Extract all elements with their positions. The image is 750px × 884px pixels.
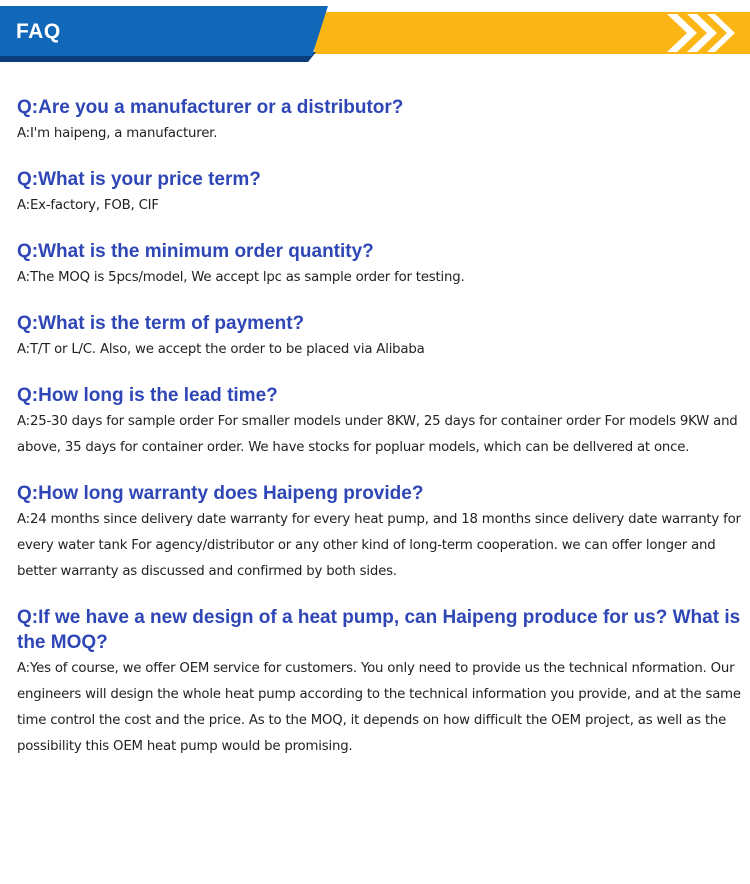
faq-item: [17, 605, 742, 760]
faq-answer: A:Ex-factory, FOB, CIF: [17, 198, 159, 213]
faq-question: Q:What is the term of payment?: [17, 313, 305, 334]
faq-item: [17, 239, 742, 291]
page-title: FAQ: [16, 20, 61, 43]
faq-question: Q:How long warranty does Haipeng provide?: [17, 483, 424, 504]
faq-item: [17, 383, 742, 461]
faq-header-banner: [0, 0, 750, 64]
faq-answer: A:The MOQ is 5pcs/model, We accept lpc as sample order for testing.: [17, 270, 465, 285]
faq-item: [17, 95, 742, 147]
faq-answer: A:24 months since delivery date warranty for every heat pump, and 18 months since delivery date warranty for every water tank For agency/distributor or any other kind of long-term cooperation. we can offer longer and better warranty as discussed and confirmed by both sides.: [17, 512, 741, 579]
faq-question: Q:If we have a new design of a heat pump, can Haipeng produce for us? What is the MOQ?: [17, 607, 741, 653]
faq-question: Q:Are you a manufacturer or a distributor?: [17, 97, 404, 118]
faq-item: [17, 311, 742, 363]
faq-answer: A:T/T or L/C. Also, we accept the order to be placed via Alibaba: [17, 342, 425, 357]
faq-list: [17, 95, 742, 780]
faq-answer: A:25-30 days for sample order For smaller models under 8KW, 25 days for container order For models 9KW and above, 35 days for container order. We have stocks for popluar models, which can be dellvered at once.: [17, 414, 738, 455]
faq-answer: A:I'm haipeng, a manufacturer.: [17, 126, 218, 141]
faq-question: Q:What is the minimum order quantity?: [17, 241, 374, 262]
faq-question: Q:How long is the lead time?: [17, 385, 278, 406]
faq-question: Q:What is your price term?: [17, 169, 261, 190]
faq-answer: A:Yes of course, we offer OEM service for customers. You only need to provide us the technical nformation. Our engineers will design the whole heat pump according to the technical information you provide, and at the same time control the cost and the price. As to the MOQ, it depends on how difficult the OEM project, as well as the possibility this OEM heat pump would be promising.: [17, 661, 741, 754]
faq-item: [17, 481, 742, 585]
faq-item: [17, 167, 742, 219]
header-background: [0, 0, 750, 64]
header-accent-band: [314, 12, 750, 54]
